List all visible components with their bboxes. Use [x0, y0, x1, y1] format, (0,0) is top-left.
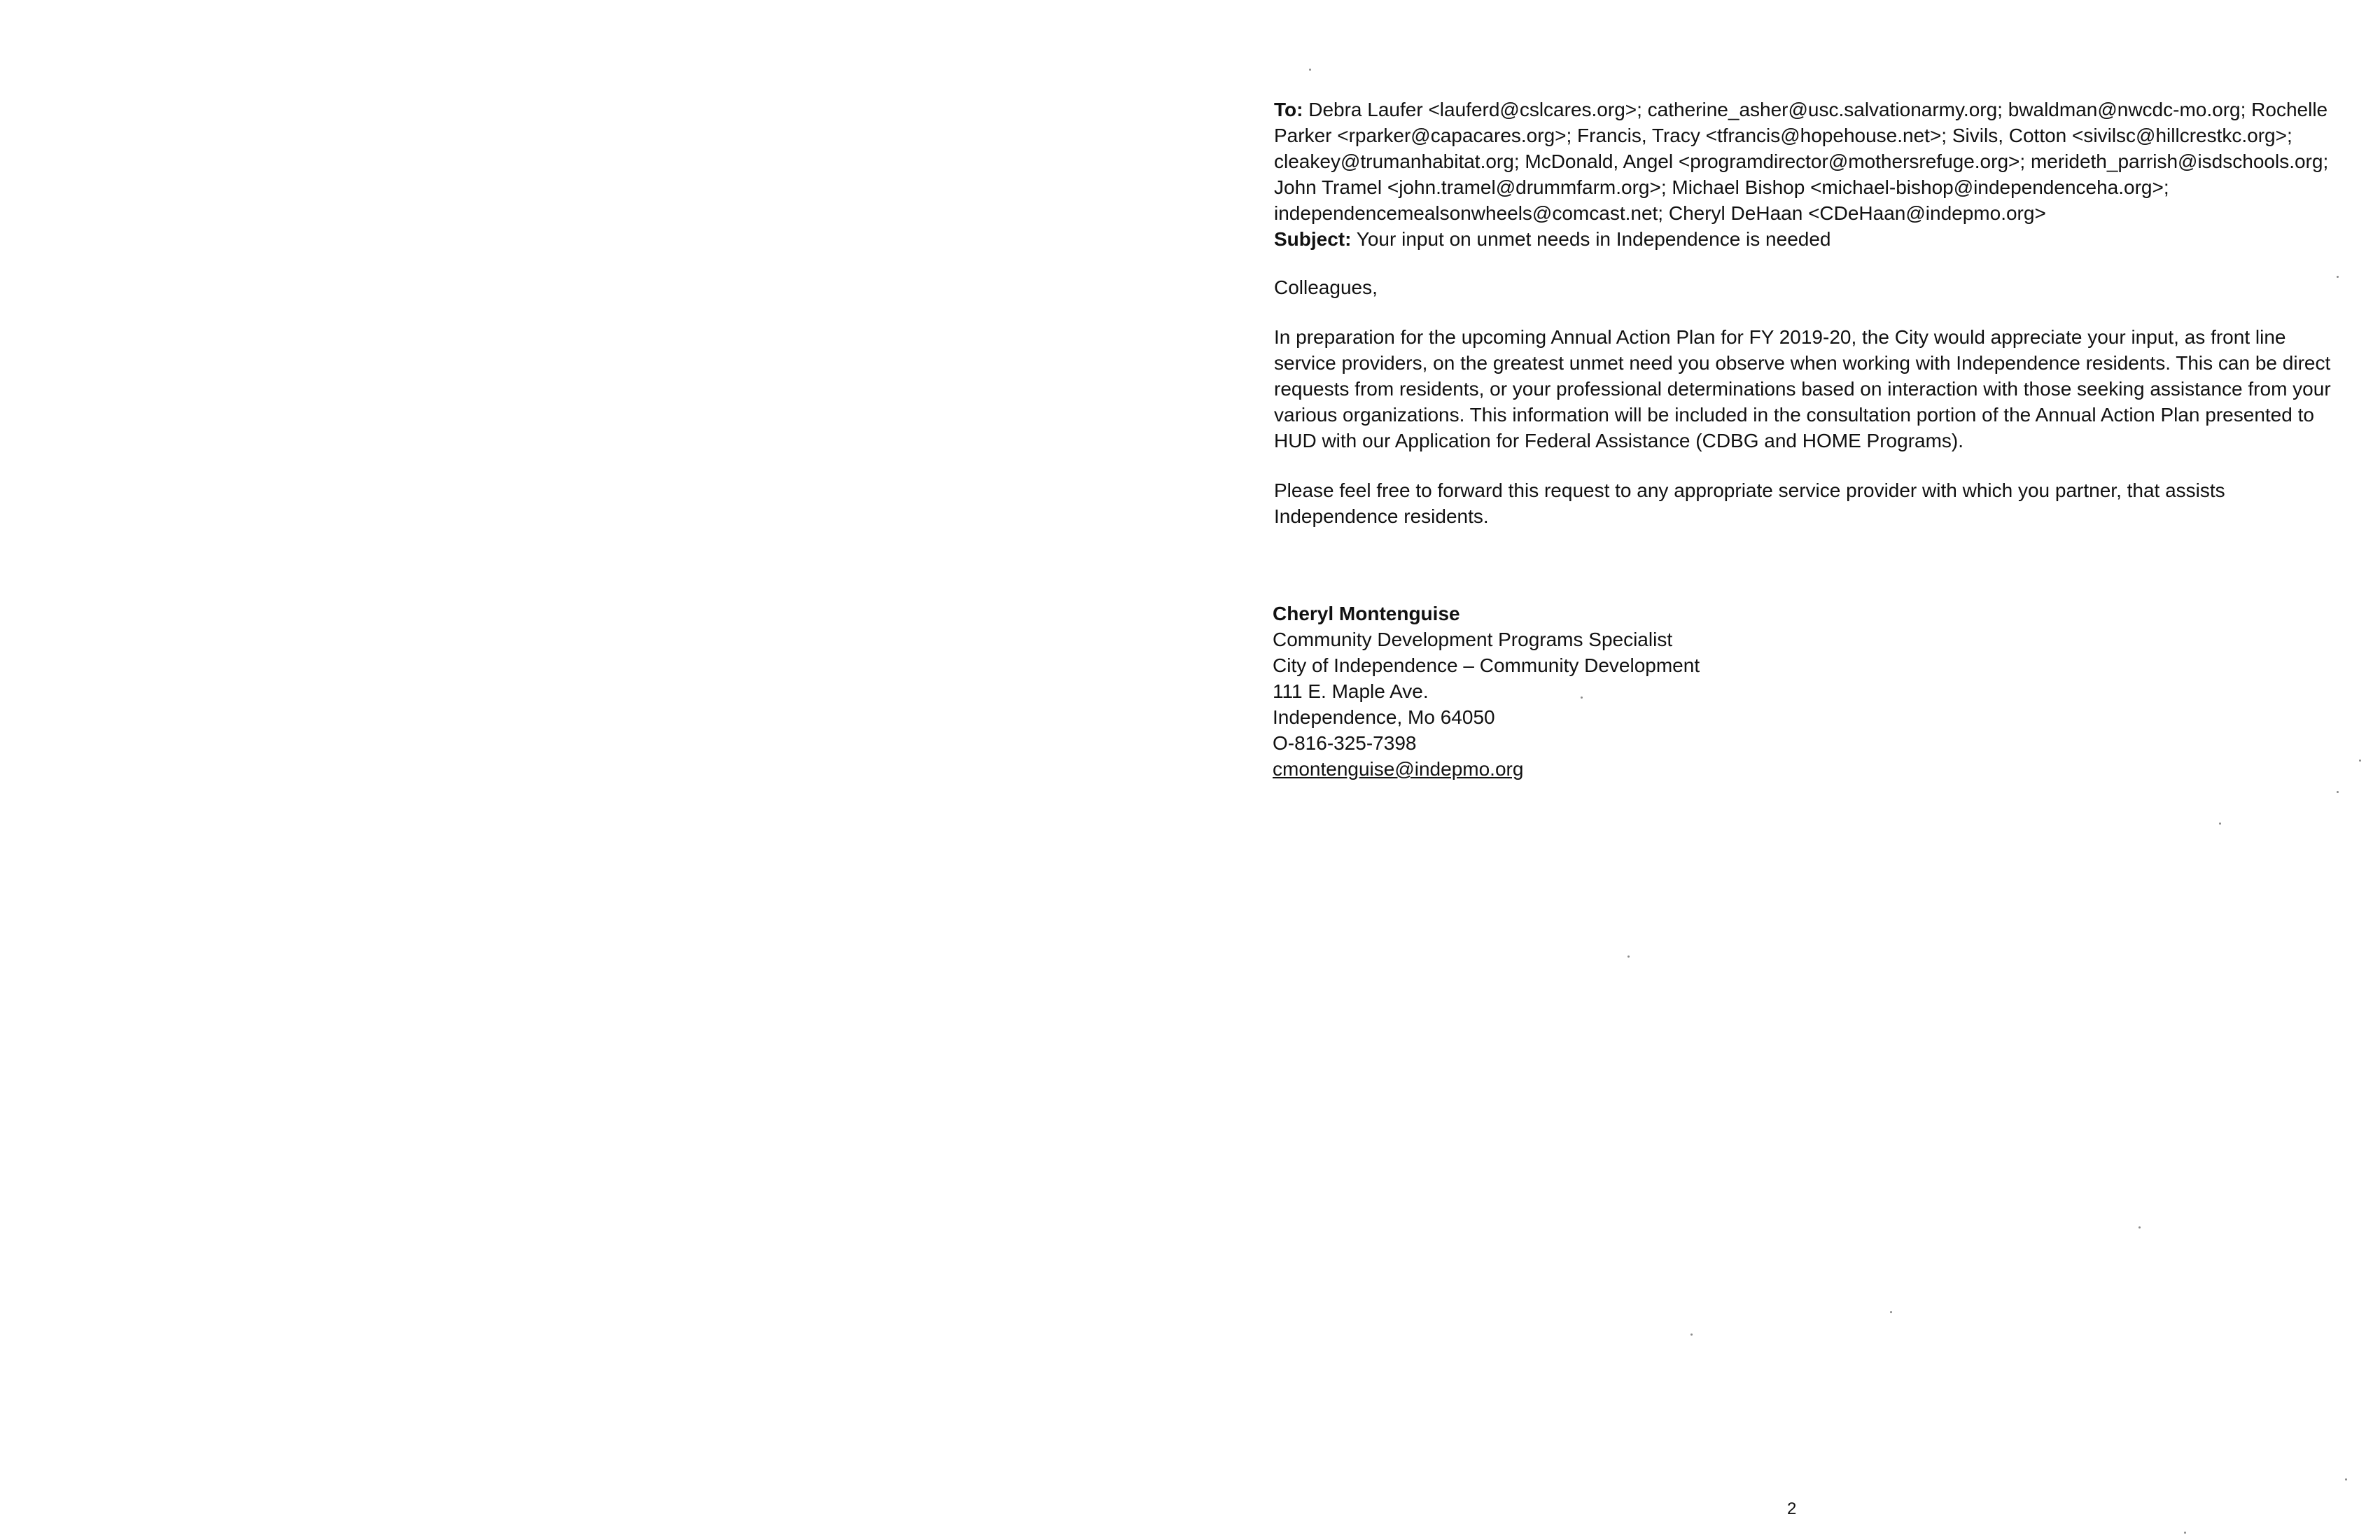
signature-organization: City of Independence – Community Development	[1273, 654, 1700, 676]
signature-email-link[interactable]: cmontenguise@indepmo.org	[1273, 758, 1524, 780]
signature-phone: O-816-325-7398	[1273, 732, 1417, 754]
subject-label: Subject:	[1274, 228, 1352, 250]
body-paragraph-1: In preparation for the upcoming Annual Action Plan for FY 2019-20, the City would appreciate your input, as front line service providers, on the greatest unmet need you observe when working with Independence residents. This can be direct requests from residents, or your professional determinations based on interaction with those seeking assistance from your various organizations. This information will be included in the consultation portion of the Annual Action Plan presented to HUD with our Application for Federal Assistance (CDBG and HOME Programs).	[1274, 326, 2331, 451]
page-number: 2	[1787, 1499, 1797, 1518]
scan-speck	[1890, 1311, 1892, 1313]
signature-street: 111 E. Maple Ave.	[1273, 680, 1429, 702]
body-paragraph-2: Please feel free to forward this request to any appropriate service provider with which you partner, that assists Independence residents.	[1274, 479, 2225, 527]
subject-line	[1274, 226, 2352, 252]
to-label: To:	[1274, 99, 1303, 120]
scan-speck	[2337, 791, 2339, 793]
signature-block	[1273, 601, 1700, 782]
subject-text: Your input on unmet needs in Independence is needed	[1356, 228, 1831, 250]
scan-speck	[2184, 1532, 2186, 1534]
email-content	[1274, 97, 2352, 529]
scan-speck	[2345, 1478, 2347, 1480]
scan-speck	[2219, 822, 2221, 825]
signature-title: Community Development Programs Specialist	[1273, 629, 1673, 650]
scan-speck	[1628, 955, 1630, 958]
greeting: Colleagues,	[1274, 276, 1378, 298]
signature-name: Cheryl Montenguise	[1273, 603, 1460, 624]
scan-speck	[1309, 69, 1311, 71]
scan-speck	[2138, 1226, 2141, 1228]
scan-speck	[1690, 1334, 1693, 1336]
to-line	[1274, 97, 2352, 226]
signature-city: Independence, Mo 64050	[1273, 706, 1495, 728]
recipient-list: Debra Laufer <lauferd@cslcares.org>; catherine_asher@usc.salvationarmy.org; bwaldman@nwcdc-mo.org; Rochelle Parker <rparker@capacares.org>; Francis, Tracy <tfrancis@hopehouse.net>; Sivils, Cotton <sivilsc@hillcrestkc.org>; cleakey@trumanhabitat.org; McDonald, Angel <programdirector@mothersrefuge.org>; merideth_parrish@isdschools.org; John Tramel <john.tramel@drummfarm.org>; Michael Bishop <michael-bishop@independenceha.org>; independencemealsonwheels@comcast.net; Cheryl DeHaan <CDeHaan@indepmo.org>	[1274, 99, 2329, 224]
scan-speck	[2359, 760, 2361, 762]
